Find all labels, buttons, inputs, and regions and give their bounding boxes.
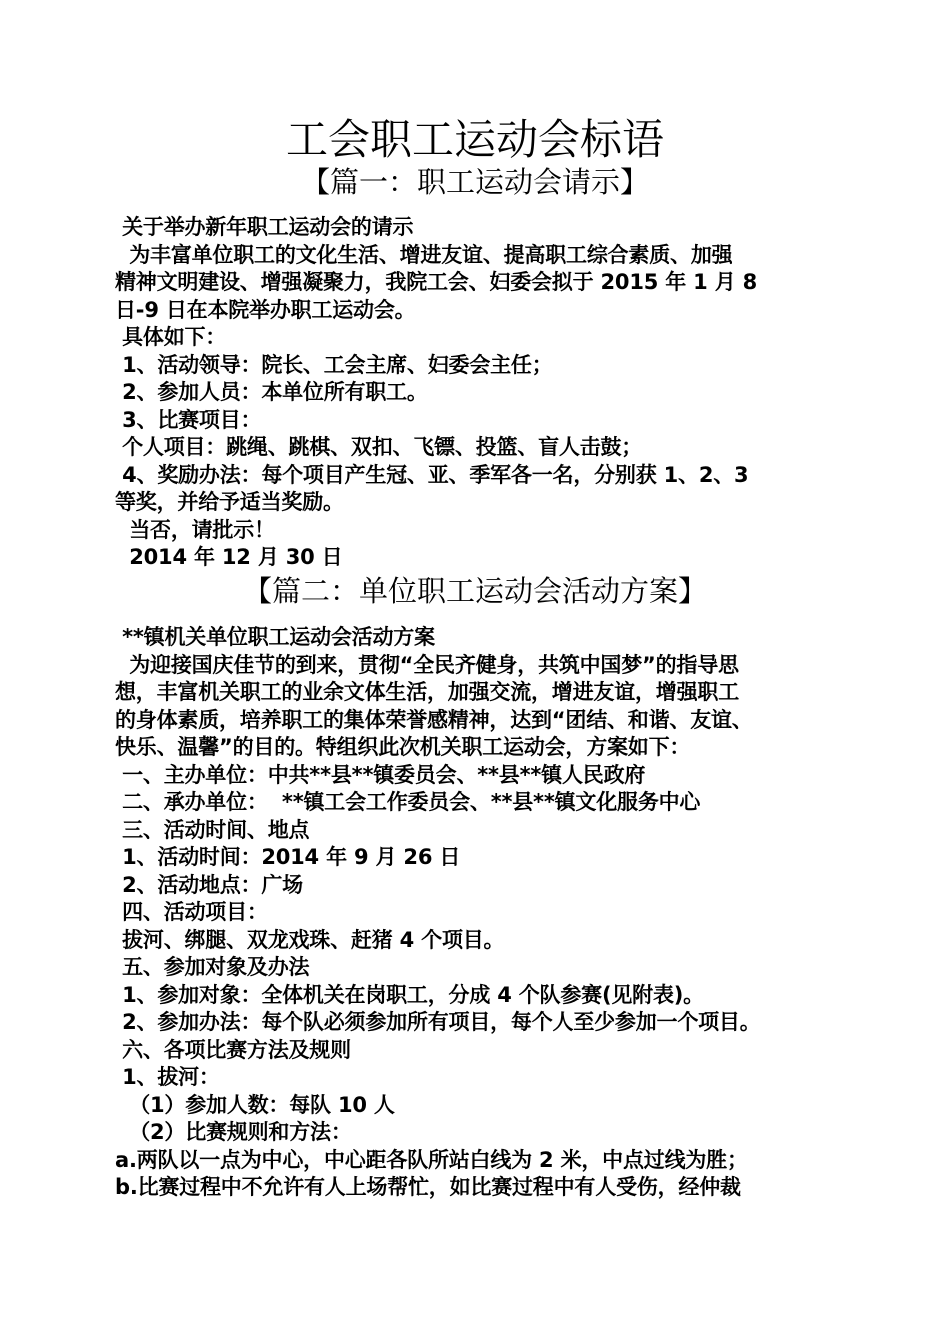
section-1-line: 等奖，并给予适当奖励。 bbox=[115, 490, 344, 514]
section-1-line: 个人项目：跳绳、跳棋、双扣、飞镖、投篮、盲人击鼓； bbox=[115, 435, 643, 459]
section-2-line: 拔河、绑腿、双龙戏珠、赶猪 4 个项目。 bbox=[115, 927, 505, 952]
section-2-line: 2、参加办法：每个队必须参加所有项目，每个人至少参加一个项目。 bbox=[115, 1010, 761, 1034]
section-2-line: 为迎接国庆佳节的到来，贯彻“全民齐健身，共筑中国梦”的指导思 bbox=[115, 652, 739, 677]
section-1-line: 当否，请批示！ bbox=[115, 517, 275, 542]
section-2-line: 一、主办单位：中共**县**镇委员会、**县**镇人民政府 bbox=[115, 762, 646, 787]
section-2-line: 1、活动时间：2014 年 9 月 26 日 bbox=[115, 845, 461, 869]
section-1-line: 3、比赛项目： bbox=[115, 407, 262, 432]
section-1-line: 1、活动领导：院长、工会主席、妇委会主任； bbox=[115, 352, 553, 377]
section-2-line: 想，丰富机关职工的业余文体生活，加强交流，增进友谊，增强职工 bbox=[115, 680, 739, 704]
section-1-line: 具体如下： bbox=[115, 325, 227, 349]
section-2-line: （2）比赛规则和方法： bbox=[115, 1120, 352, 1144]
section-1-line: 2014 年 12 月 30 日 bbox=[115, 545, 343, 569]
section-2-line: **镇机关单位职工运动会活动方案 bbox=[115, 625, 435, 649]
section-2-heading: 【篇二：单位职工运动会活动方案】 bbox=[242, 574, 707, 608]
section-1-body bbox=[115, 214, 845, 572]
section-2-line: b.比赛过程中不允许有人上场帮忙，如比赛过程中有人受伤，经仲裁 bbox=[115, 1175, 741, 1199]
section-1-line: 2、参加人员：本单位所有职工。 bbox=[115, 380, 428, 404]
section-1-line: 精神文明建设、增强凝聚力，我院工会、妇委会拟于 2015 年 1 月 8 bbox=[115, 270, 758, 294]
section-1-heading: 【篇一：职工运动会请示】 bbox=[300, 165, 649, 199]
section-1-line: 关于举办新年职工运动会的请示 bbox=[115, 215, 414, 239]
section-2-line: 三、活动时间、地点 bbox=[115, 817, 310, 842]
section-1-line: 日-9 日在本院举办职工运动会。 bbox=[115, 297, 416, 322]
section-2-line: 1、拔河： bbox=[115, 1065, 220, 1089]
section-2-line: 五、参加对象及办法 bbox=[115, 955, 310, 979]
section-2-line: 六、各项比赛方法及规则 bbox=[115, 1037, 351, 1062]
section-2-line: 二、承办单位： **镇工会工作委员会、**县**镇文化服务中心 bbox=[115, 790, 701, 814]
section-2-line: 四、活动项目： bbox=[115, 900, 268, 924]
section-2-line: 1、参加对象：全体机关在岗职工，分成 4 个队参赛(见附表)。 bbox=[115, 982, 704, 1007]
section-2-line: 的身体素质，培养职工的集体荣誉感精神，达到“团结、和谐、友谊、 bbox=[115, 707, 753, 732]
section-2-body bbox=[115, 624, 845, 1202]
section-2-line: 快乐、温馨”的目的。特组织此次机关职工运动会，方案如下： bbox=[115, 735, 691, 759]
section-1-line: 4、奖励办法：每个项目产生冠、亚、季军各一名，分别获 1、2、3 bbox=[115, 462, 749, 487]
document-title: 工会职工运动会标语 bbox=[285, 115, 664, 164]
section-2-line: 2、活动地点：广场 bbox=[115, 872, 303, 897]
section-2-line: a.两队以一点为中心，中心距各队所站白线为 2 米，中点过线为胜； bbox=[115, 1147, 748, 1172]
section-1-line: 为丰富单位职工的文化生活、增进友谊、提高职工综合素质、加强 bbox=[115, 242, 733, 267]
section-2-line: （1）参加人数：每队 10 人 bbox=[115, 1092, 395, 1117]
